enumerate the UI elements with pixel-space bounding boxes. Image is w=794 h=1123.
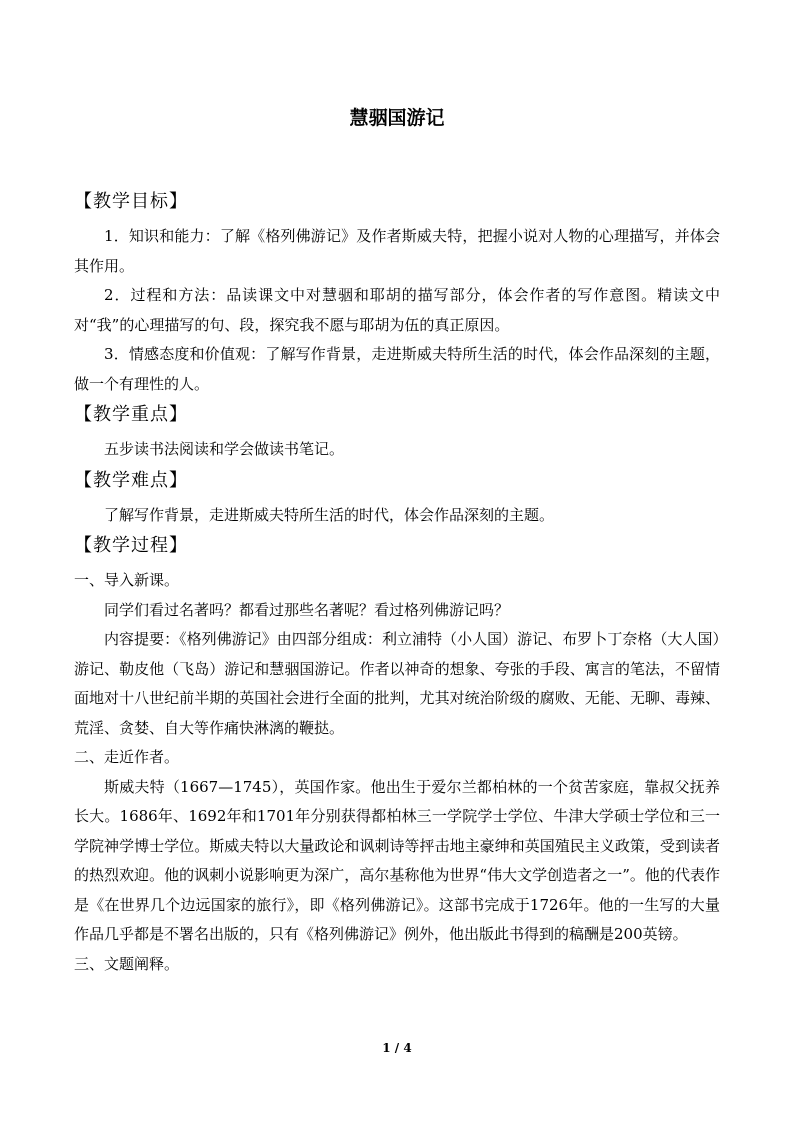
section-heading-objectives: 【教学目标】 (74, 191, 188, 212)
objective-item-1: 1．知识和能力：了解《格列佛游记》及作者斯威夫特，把握小说对人物的心理描写，并体会其作用。 (74, 227, 720, 275)
difficulties-text: 了解写作背景，走进斯威夫特所生活的时代，体会作品深刻的主题。 (104, 505, 555, 524)
page-number: 1 / 4 (382, 1041, 412, 1055)
objective-item-3: 3．情感态度和价值观：了解写作背景，走进斯威夫特所生活的时代，体会作品深刻的主题，做一个有理性的人。 (74, 345, 720, 393)
section-heading-process: 【教学过程】 (74, 535, 188, 556)
document-body (74, 186, 720, 979)
page-title: 慧骃国游记 (349, 107, 445, 129)
objective-item-2: 2．过程和方法：品读课文中对慧骃和耶胡的描写部分，体会作者的写作意图。精读文中对“我”的心理描写的句、段，探究我不愿与耶胡为伍的真正原因。 (74, 286, 720, 334)
process-part3-title: 三、文题阐释。 (74, 954, 180, 973)
section-heading-difficulties: 【教学难点】 (74, 469, 188, 491)
process-part1-title: 一、导入新课。 (74, 571, 180, 589)
process-part2-paragraph-1: 斯威夫特（1667—1745），英国作家。他出生于爱尔兰都柏林的一个贫苦家庭，靠叔父抚养长大。1686年、1692年和1701年分别获得都柏林三一学院学士学位、牛津大学硕士学位和三一学院神学博士学位。斯威夫特以大量政论和讽刺诗等抨击地主豪绅和英国殖民主义政策，受到读者的热烈欢迎。他的讽刺小说影响更为深广，高尔基称他为世界“伟大文学创造者之一”。他的代表作是《在世界几个边远国家的旅行》，即《格列佛游记》。这部书完成于1726年。他的一生写的大量作品几乎都是不署名出版的，只有《格列佛游记》例外，他出版此书得到的稿酬是200英镑。 (74, 777, 720, 943)
process-part1-paragraph-2: 内容提要：《格列佛游记》由四部分组成：利立浦特（小人国）游记、布罗卜丁奈格（大人国）游记、勒皮他（飞岛）游记和慧骃国游记。作者以神奇的想象、夸张的手段、寓言的笔法，不留情面地对十八世纪前半期的英国社会进行全面的批判，尤其对统治阶级的腐败、无能、无聊、毒辣、荒淫、贪婪、自大等作痛快淋漓的鞭挞。 (74, 630, 720, 737)
process-part2-title: 二、走近作者。 (74, 748, 180, 766)
key-points-text: 五步读书法阅读和学会做读书笔记。 (104, 440, 345, 458)
process-part1-paragraph-1: 同学们看过名著吗？都看过那些名著呢？看过格列佛游记吗？ (104, 600, 510, 619)
section-heading-key-points: 【教学重点】 (74, 404, 188, 425)
